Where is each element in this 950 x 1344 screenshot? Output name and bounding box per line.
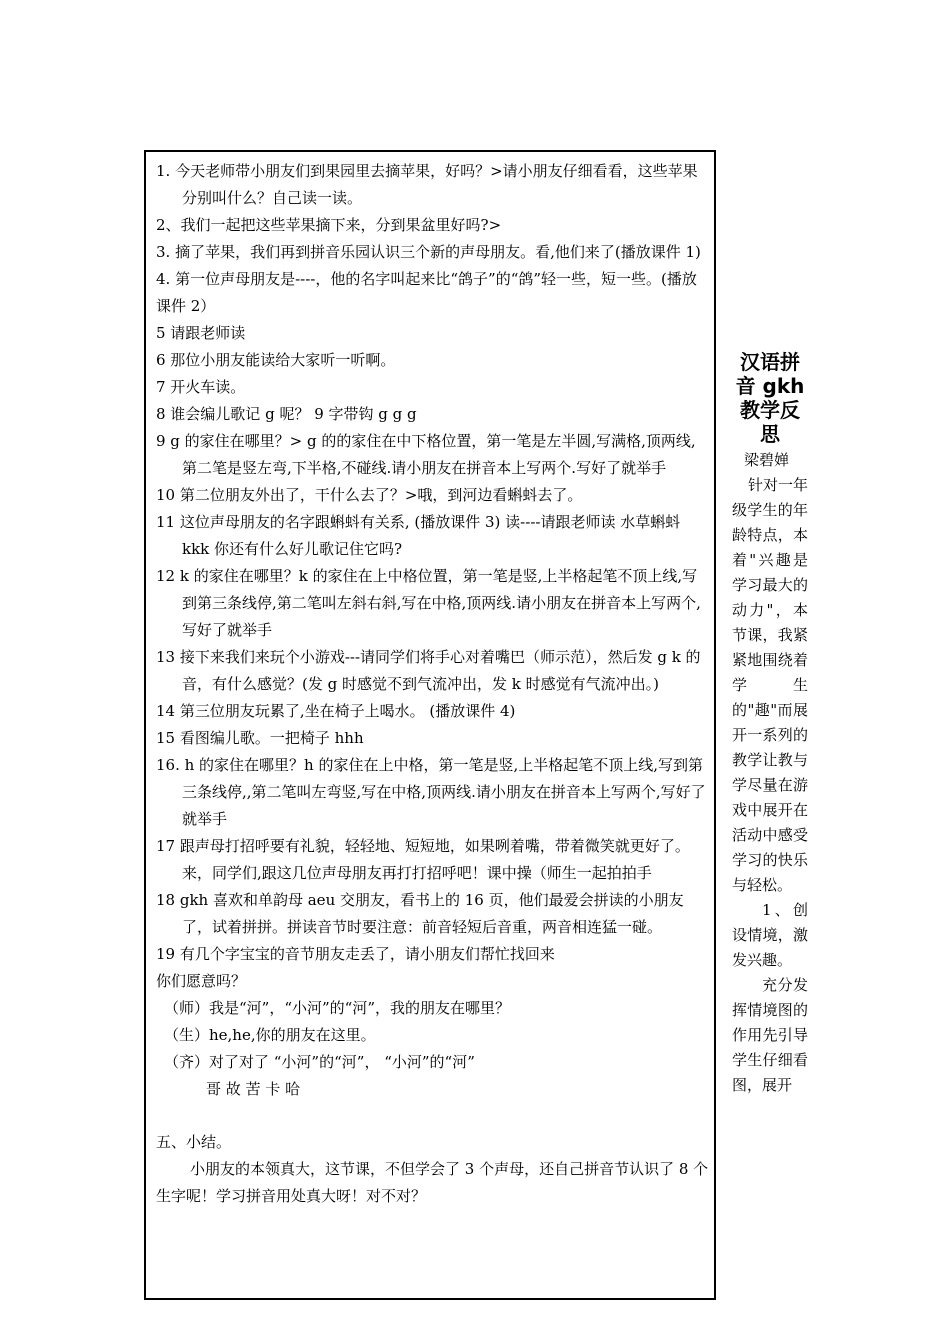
- step-15: 15 看图编儿歌。一把椅子 hhh: [156, 729, 364, 747]
- step-2: 2、我们一起把这些苹果摘下来，分到果盆里好吗?>: [156, 216, 502, 234]
- step-5: 5 请跟老师读: [156, 324, 246, 342]
- reflection-title: 汉语拼音 gkh 教学反思: [735, 350, 805, 446]
- dialogue-student: （生）he,he,你的朋友在这里。: [164, 1026, 376, 1044]
- summary-text: 小朋友的本领真大，这节课，不但学会了 3 个声母，还自己拼音节认识了 8 个生字呢！学习拼音用处真大呀！对不对？: [156, 1160, 709, 1205]
- step-18: 18 gkh 喜欢和单韵母 aeu 交朋友，看书上的 16 页，他们最爱会拼读的小朋友了，试着拼拼。拼读音节时要注意：前音轻短后音重，两音相连猛一碰。: [156, 891, 684, 936]
- lesson-steps: [156, 158, 710, 1210]
- dialogue-together: （齐）对了对了 “小河”的“河”， “小河”的“河”: [164, 1053, 475, 1071]
- willing-question: 你们愿意吗？: [156, 972, 247, 990]
- step-6: 6 那位小朋友能读给大家听一听啊。: [156, 351, 396, 369]
- step-11: 11 这位声母朋友的名字跟蝌蚪有关系, (播放课件 3) 读----请跟老师读 水草蝌蚪 kkk 你还有什么好儿歌记住它吗?: [156, 513, 681, 558]
- reflection-paragraph-2: 充分发挥情境图的作用先引导学生仔细看图，展开: [732, 976, 808, 1094]
- reflection-column: [732, 350, 808, 1098]
- step-7: 7 开火车读。: [156, 378, 246, 396]
- summary-heading: 五、小结。: [156, 1133, 232, 1151]
- step-3: 3. 摘了苹果，我们再到拼音乐园认识三个新的声母朋友。看,他们来了(播放课件 1): [156, 243, 701, 261]
- step-19: 19 有几个字宝宝的音节朋友走丢了，请小朋友们帮忙找回来: [156, 945, 555, 963]
- dialogue-teacher: （师）我是“河”，“小河”的“河”，我的朋友在哪里？: [164, 999, 511, 1017]
- step-13: 13 接下来我们来玩个小游戏---请同学们将手心对着嘴巴（师示范），然后发 g k 的音，有什么感觉？(发 g 时感觉不到气流冲出，发 k 时感觉有气流冲出。): [156, 648, 701, 693]
- step-9: 9 g 的家住在哪里？> g 的的家住在中下格位置，第一笔是左半圆,写满格,顶两线,第二笔是竖左弯,下半格,不碰线.请小朋友在拼音本上写两个.写好了就举手: [156, 432, 696, 477]
- reflection-heading-1: 1、创设情境，激发兴趣。: [732, 901, 808, 969]
- step-1: 1. 今天老师带小朋友们到果园里去摘苹果，好吗？>请小朋友仔细看看，这些苹果分别叫什么？自己读一读。: [156, 162, 698, 207]
- step-10: 10 第二位朋友外出了，干什么去了？>哦，到河边看蝌蚪去了。: [156, 486, 583, 504]
- reflection-paragraph-1: 针对一年级学生的年龄特点，本着"兴趣是学习最大的动力"，本节课，我紧紧地围绕着学生的"趣"而展开一系列的教学让教与学尽量在游戏中展开在活动中感受学习的快乐与轻松。: [732, 476, 809, 894]
- step-8: 8 谁会编儿歌记 g 呢？ 9 字带钩 g g g: [156, 405, 417, 423]
- step-4: 4. 第一位声母朋友是----，他的名字叫起来比“鸽子”的“鸽”轻一些，短一些。(播放课件 2）: [156, 270, 697, 315]
- step-16: 16. h 的家住在哪里？h 的家住在上中格，第一笔是竖,上半格起笔不顶上线,写到第三条线停,,第二笔叫左弯竖,写在中格,顶两线.请小朋友在拼音本上写两个,写好了就举手: [156, 756, 706, 828]
- step-17: 17 跟声母打招呼要有礼貌，轻轻地、短短地，如果咧着嘴，带着微笑就更好了。来，同学们,跟这几位声母朋友再打打招呼吧！课中操（师生一起拍拍手: [156, 837, 690, 882]
- word-list: 哥 故 苦 卡 哈: [206, 1080, 301, 1098]
- step-12: 12 k 的家住在哪里？k 的家住在上中格位置，第一笔是竖,上半格起笔不顶上线,写到第三条线停,第二笔叫左斜右斜,写在中格,顶两线.请小朋友在拼音本上写两个,写好了就举手: [156, 567, 701, 639]
- reflection-author: 梁碧婵: [744, 451, 790, 469]
- step-14: 14 第三位朋友玩累了,坐在椅子上喝水。 (播放课件 4): [156, 702, 516, 720]
